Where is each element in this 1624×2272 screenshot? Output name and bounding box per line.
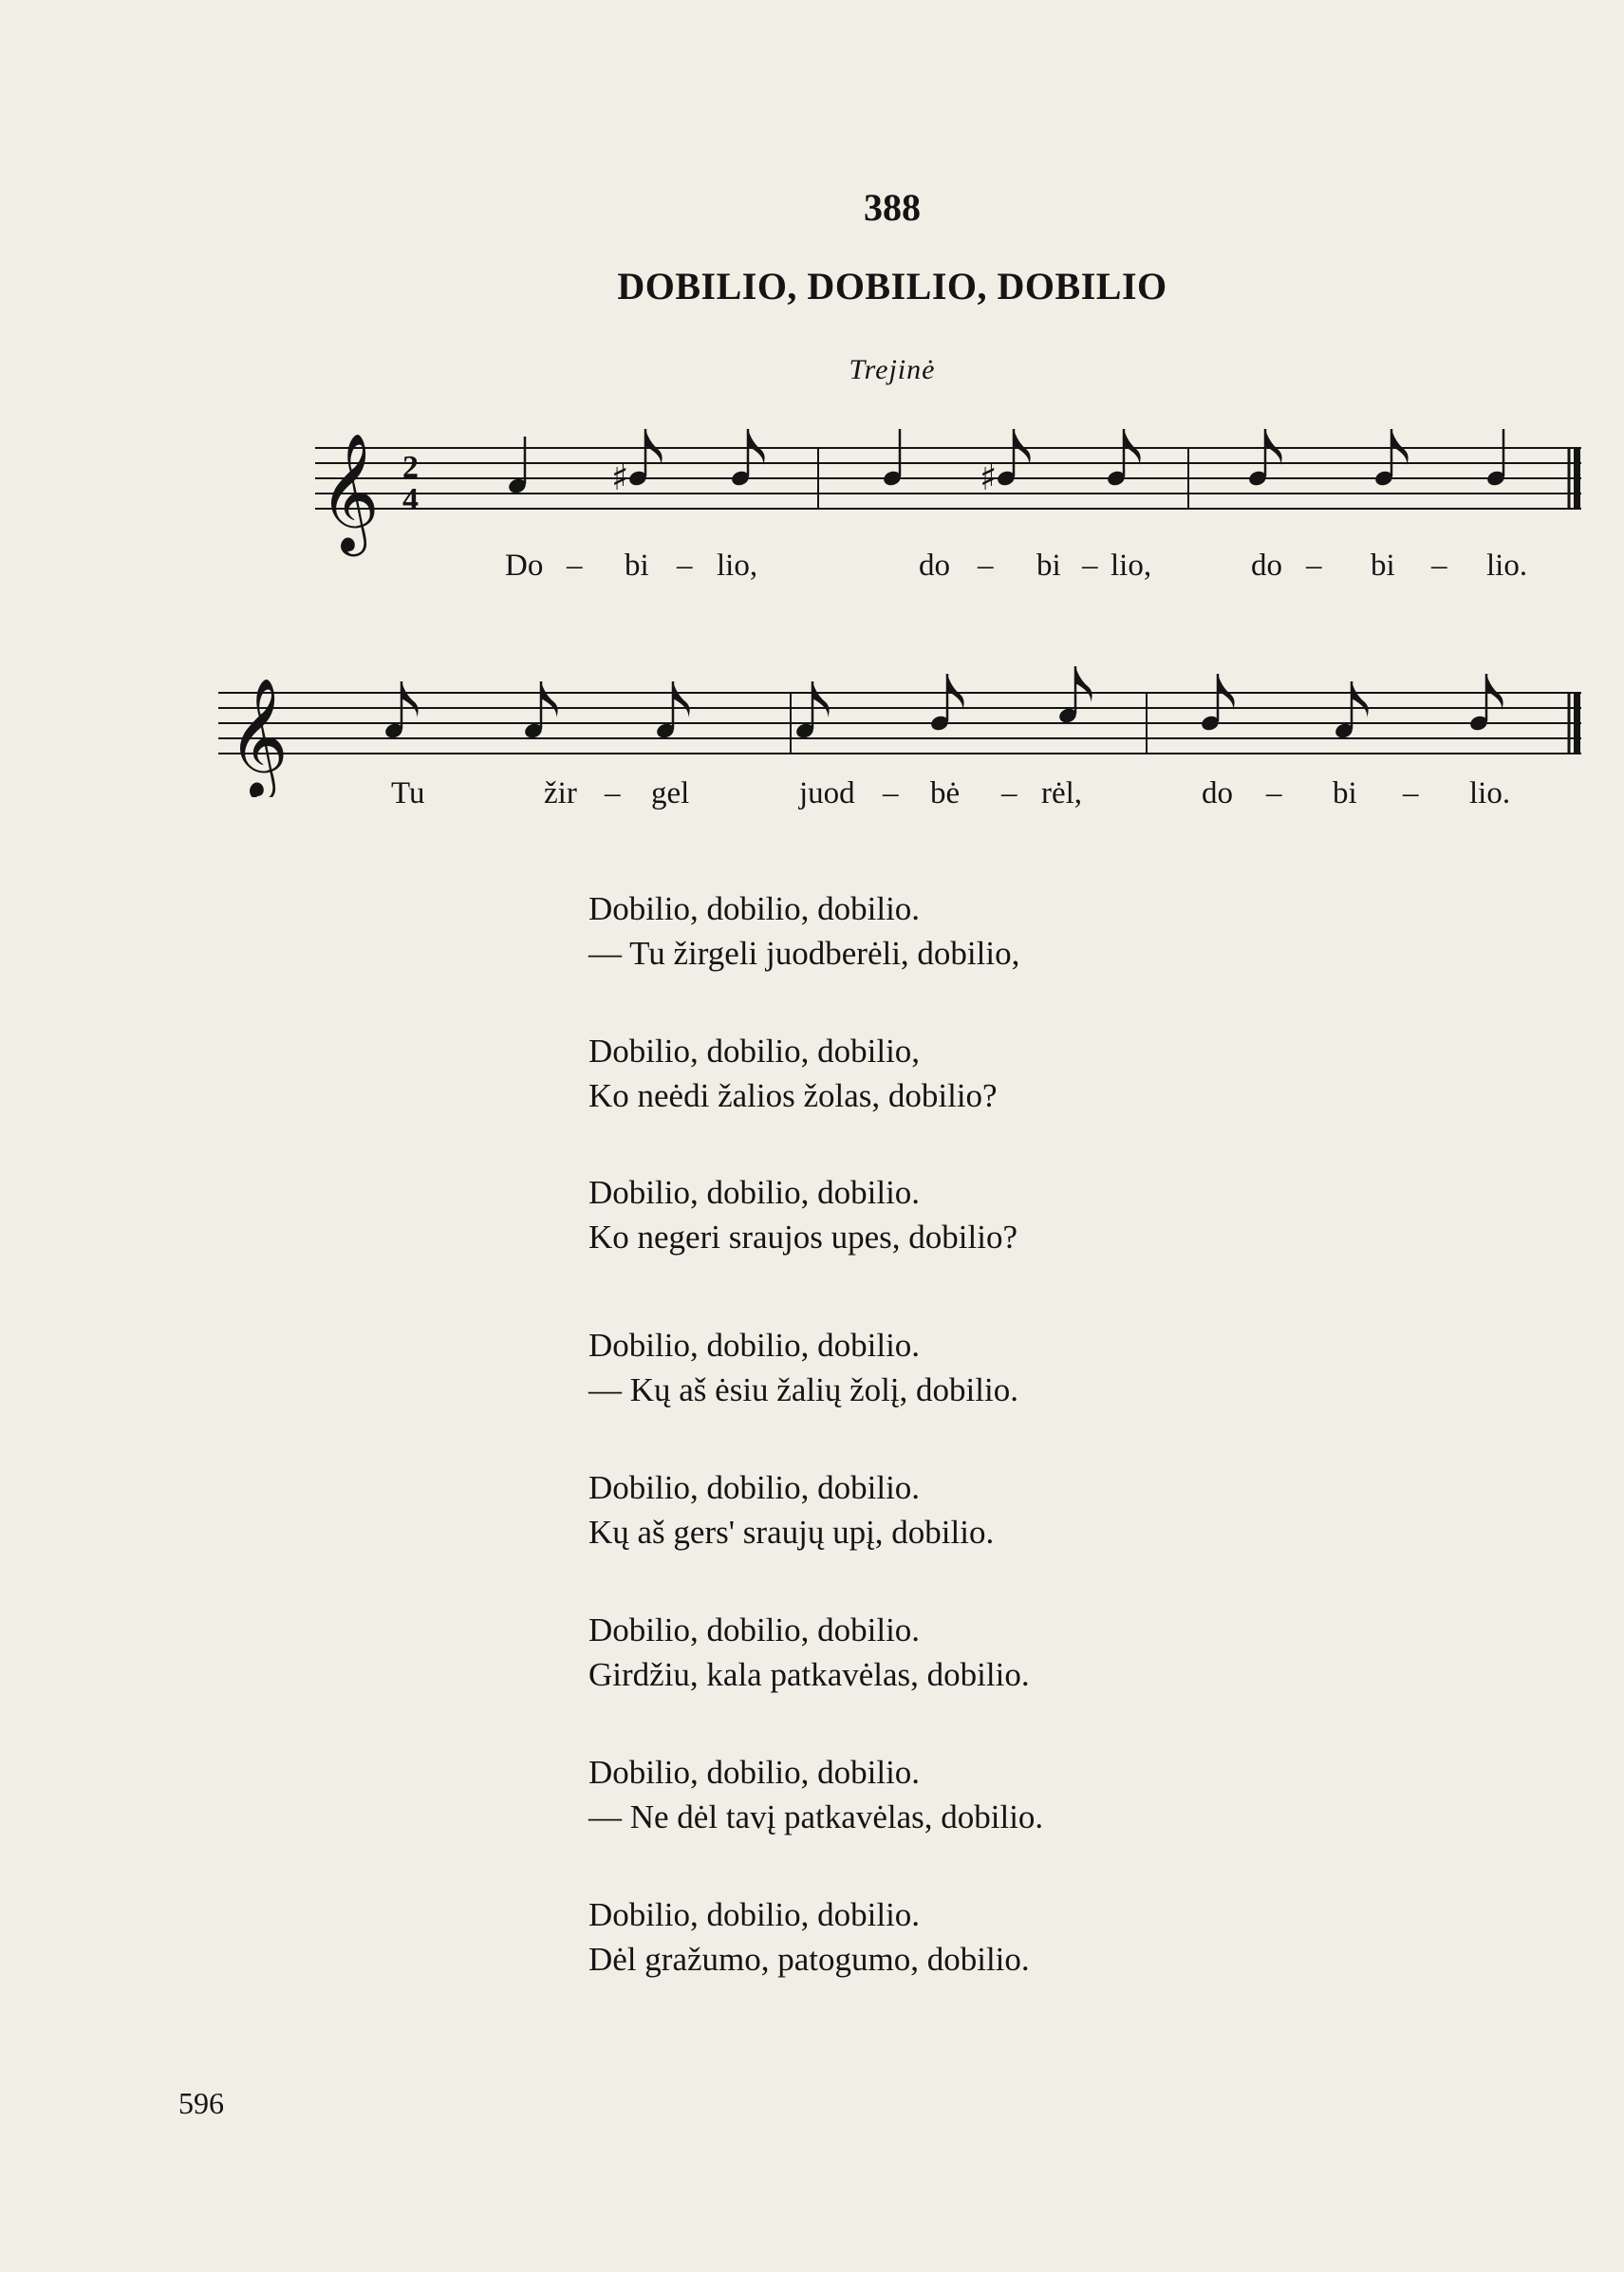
stanza-line: Ko neėdi žalios žolas, dobilio?	[588, 1077, 998, 1114]
time-signature-top: 2	[402, 450, 419, 485]
quarter-note	[507, 437, 528, 495]
stanza	[588, 1750, 1043, 1839]
stanza-line: Dobilio, dobilio, dobilio.	[588, 1611, 921, 1648]
stanza-line: Dobilio, dobilio, dobilio.	[588, 1896, 921, 1933]
song-title: DOBILIO, DOBILIO, DOBILIO	[617, 265, 1167, 307]
quarter-note	[882, 429, 903, 488]
stanza-line: Dobilio, dobilio, dobilio,	[588, 1033, 921, 1070]
lyric-hyphen: –	[1306, 549, 1322, 583]
stanza-line: Dėl gražumo, patogumo, dobilio.	[588, 1941, 1030, 1978]
stanza	[588, 1465, 994, 1555]
page-number: 596	[178, 2086, 224, 2120]
lyric-syllable: do	[1202, 776, 1233, 810]
eighth-note	[655, 681, 689, 740]
lyric-hyphen: –	[1001, 776, 1017, 810]
lyric-syllable: lio.	[1469, 776, 1511, 810]
quarter-note	[1485, 429, 1506, 488]
lyric-hyphen: –	[567, 549, 583, 583]
eighth-note	[1057, 666, 1092, 725]
lyric-syllable: do	[1251, 549, 1282, 583]
stanza	[588, 1892, 1030, 1982]
lyric-hyphen: –	[605, 776, 621, 810]
lyric-syllable: Tu	[391, 776, 425, 810]
stanza-line: Kų aš gers' sraujų upį, dobilio.	[588, 1514, 995, 1551]
time-signature-bottom: 4	[402, 482, 419, 517]
stanza	[588, 1608, 1030, 1697]
eighth-note	[1334, 681, 1368, 740]
lyric-syllable: gel	[651, 776, 690, 810]
stanza-line: Dobilio, dobilio, dobilio.	[588, 1327, 921, 1364]
lyric-syllable: lio,	[717, 549, 758, 583]
sharp-icon: ♯	[611, 456, 629, 498]
lyric-hyphen: –	[1082, 549, 1098, 583]
stanza	[588, 1323, 1018, 1412]
treble-clef-icon	[319, 433, 380, 556]
music-staff-1	[0, 418, 1624, 636]
lyric-syllable: bi	[625, 549, 649, 583]
stanza	[588, 1170, 1017, 1259]
lyric-syllable: žir	[544, 776, 577, 810]
svg-text:𝄞: 𝄞	[228, 678, 289, 796]
lyric-hyphen: –	[978, 549, 994, 583]
stanza	[588, 886, 1019, 976]
stanza-line: Dobilio, dobilio, dobilio.	[588, 1754, 921, 1791]
stanza-line: — Tu žirgeli juodberėli, dobilio,	[588, 935, 1020, 972]
lyric-syllable: juod	[799, 776, 855, 810]
time-signature	[402, 450, 419, 517]
lyric-syllable: bi	[1036, 549, 1061, 583]
lyric-hyphen: –	[677, 549, 693, 583]
lyric-syllable: bi	[1333, 776, 1357, 810]
lyric-syllable: rėl,	[1041, 776, 1083, 810]
stanza-line: Dobilio, dobilio, dobilio.	[588, 1174, 921, 1211]
lyric-syllable: lio,	[1111, 549, 1152, 583]
lyric-syllable: lio.	[1486, 549, 1528, 583]
stanza-line: Dobilio, dobilio, dobilio.	[588, 1469, 921, 1506]
staff-2-notes	[383, 666, 1503, 740]
eighth-note	[383, 681, 418, 740]
stanza-line: Ko negeri sraujos upes, dobilio?	[588, 1219, 1017, 1256]
stanza-line: — Ne dėl tavį patkavėlas, dobilio.	[588, 1798, 1044, 1835]
lyric-hyphen: –	[1403, 776, 1419, 810]
treble-clef-icon	[228, 678, 289, 797]
sharp-icon: ♯	[980, 456, 998, 498]
lyric-syllable: bė	[930, 776, 961, 810]
lyric-hyphen: –	[1266, 776, 1282, 810]
stanza-line: Girdžiu, kala patkavėlas, dobilio.	[588, 1656, 1030, 1693]
lyric-hyphen: –	[1431, 549, 1447, 583]
lyric-hyphen: –	[883, 776, 899, 810]
eighth-note	[523, 681, 557, 740]
stanza-line: — Kų aš ėsiu žalių žolį, dobilio.	[588, 1371, 1018, 1408]
song-number: 388	[864, 186, 921, 229]
stanza	[588, 1029, 998, 1118]
tempo-marking: Trejinė	[849, 354, 936, 385]
svg-text:𝄞: 𝄞	[319, 433, 380, 551]
lyric-syllable: Do	[505, 549, 544, 583]
lyric-syllable: do	[919, 549, 950, 583]
stanza-line: Dobilio, dobilio, dobilio.	[588, 890, 921, 927]
eighth-note	[794, 681, 829, 740]
lyric-syllable: bi	[1371, 549, 1395, 583]
